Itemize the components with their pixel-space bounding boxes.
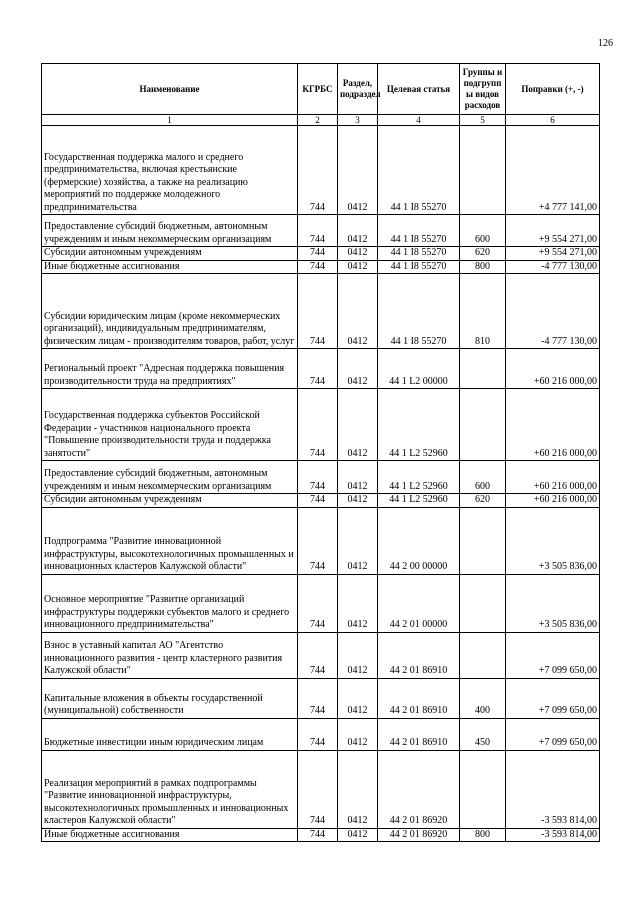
row-name: Предоставление субсидий бюджетным, автономным учреждениям и иным некоммерческим организациям bbox=[42, 215, 298, 247]
row-amount: +9 554 271,00 bbox=[506, 247, 600, 261]
table-row bbox=[42, 215, 600, 247]
row-target: 44 1 I8 55270 bbox=[378, 260, 460, 274]
row-name: Подпрограмма "Развитие инновационной инфраструктуры, высокотехнологичных промышленных и инновационных кластеров Калужской области" bbox=[42, 507, 298, 574]
row-group bbox=[460, 389, 506, 461]
row-name: Бюджетные инвестиции иным юридическим лицам bbox=[42, 718, 298, 750]
row-target: 44 2 01 86910 bbox=[378, 718, 460, 750]
row-name: Иные бюджетные ассигнования bbox=[42, 828, 298, 842]
table-row bbox=[42, 260, 600, 274]
row-amount: +3 505 836,00 bbox=[506, 574, 600, 632]
table-row bbox=[42, 126, 600, 215]
row-target: 44 2 00 00000 bbox=[378, 507, 460, 574]
row-section: 0412 bbox=[338, 494, 378, 508]
row-group bbox=[460, 574, 506, 632]
row-target: 44 2 01 86920 bbox=[378, 750, 460, 828]
row-name: Субсидии юридическим лицам (кроме некоммерческих организаций), индивидуальным предпринимателям, физическим лицам - производителям товаров, работ, услуг bbox=[42, 274, 298, 349]
row-group: 600 bbox=[460, 461, 506, 494]
row-amount: -3 593 814,00 bbox=[506, 828, 600, 842]
row-kgrbs: 744 bbox=[298, 632, 338, 678]
row-kgrbs: 744 bbox=[298, 461, 338, 494]
row-kgrbs: 744 bbox=[298, 215, 338, 247]
row-kgrbs: 744 bbox=[298, 247, 338, 261]
row-target: 44 1 I8 55270 bbox=[378, 274, 460, 349]
row-section: 0412 bbox=[338, 274, 378, 349]
row-target: 44 1 I8 55270 bbox=[378, 247, 460, 261]
row-group bbox=[460, 126, 506, 215]
row-group: 400 bbox=[460, 678, 506, 718]
row-group: 620 bbox=[460, 247, 506, 261]
row-group: 600 bbox=[460, 215, 506, 247]
row-section: 0412 bbox=[338, 750, 378, 828]
row-group: 800 bbox=[460, 260, 506, 274]
row-kgrbs: 744 bbox=[298, 718, 338, 750]
page-number: 126 bbox=[598, 38, 613, 49]
row-group: 620 bbox=[460, 494, 506, 508]
row-target: 44 1 L2 52960 bbox=[378, 389, 460, 461]
row-amount: +7 099 650,00 bbox=[506, 718, 600, 750]
row-target: 44 2 01 86910 bbox=[378, 632, 460, 678]
header-name: Наименование bbox=[42, 64, 298, 115]
row-section: 0412 bbox=[338, 574, 378, 632]
row-section: 0412 bbox=[338, 678, 378, 718]
table-row bbox=[42, 274, 600, 349]
row-name: Взнос в уставный капитал АО "Агентство инновационного развития - центр кластерного развития Калужской области" bbox=[42, 632, 298, 678]
row-target: 44 1 I8 55270 bbox=[378, 215, 460, 247]
row-group: 800 bbox=[460, 828, 506, 842]
table-row bbox=[42, 461, 600, 494]
row-name: Субсидии автономным учреждениям bbox=[42, 494, 298, 508]
column-number: 6 bbox=[506, 115, 600, 126]
table-row bbox=[42, 678, 600, 718]
row-section: 0412 bbox=[338, 632, 378, 678]
table-row bbox=[42, 574, 600, 632]
row-group bbox=[460, 632, 506, 678]
row-target: 44 1 L2 52960 bbox=[378, 494, 460, 508]
row-group: 450 bbox=[460, 718, 506, 750]
row-amount: -3 593 814,00 bbox=[506, 750, 600, 828]
row-target: 44 1 I8 55270 bbox=[378, 126, 460, 215]
row-group bbox=[460, 750, 506, 828]
row-section: 0412 bbox=[338, 461, 378, 494]
table-row bbox=[42, 632, 600, 678]
table-row bbox=[42, 494, 600, 508]
row-amount: +60 216 000,00 bbox=[506, 461, 600, 494]
row-kgrbs: 744 bbox=[298, 260, 338, 274]
row-section: 0412 bbox=[338, 828, 378, 842]
row-target: 44 2 01 00000 bbox=[378, 574, 460, 632]
column-number: 3 bbox=[338, 115, 378, 126]
row-name: Основное мероприятие "Развитие организаций инфраструктуры поддержки субъектов малого и среднего инновационного предпринимательства" bbox=[42, 574, 298, 632]
row-section: 0412 bbox=[338, 718, 378, 750]
row-kgrbs: 744 bbox=[298, 389, 338, 461]
row-section: 0412 bbox=[338, 507, 378, 574]
row-section: 0412 bbox=[338, 349, 378, 389]
row-kgrbs: 744 bbox=[298, 828, 338, 842]
table-row bbox=[42, 389, 600, 461]
table-row bbox=[42, 750, 600, 828]
row-kgrbs: 744 bbox=[298, 574, 338, 632]
row-section: 0412 bbox=[338, 389, 378, 461]
row-section: 0412 bbox=[338, 126, 378, 215]
header-kgrbs: КГРБС bbox=[298, 64, 338, 115]
row-kgrbs: 744 bbox=[298, 494, 338, 508]
table-row bbox=[42, 718, 600, 750]
row-kgrbs: 744 bbox=[298, 274, 338, 349]
row-name: Государственная поддержка малого и среднего предпринимательства, включая крестьянские (фермерские) хозяйства, а также на реализацию мероприятий по поддержке молодежного предпринимательства bbox=[42, 126, 298, 215]
row-section: 0412 bbox=[338, 260, 378, 274]
row-group bbox=[460, 349, 506, 389]
row-amount: +60 216 000,00 bbox=[506, 349, 600, 389]
row-amount: +4 777 141,00 bbox=[506, 126, 600, 215]
row-section: 0412 bbox=[338, 247, 378, 261]
header-target: Целевая статья bbox=[378, 64, 460, 115]
header-section: Раздел, подраздел bbox=[338, 64, 378, 115]
header-amendments: Поправки (+, -) bbox=[506, 64, 600, 115]
row-amount: +7 099 650,00 bbox=[506, 678, 600, 718]
row-target: 44 1 L2 00000 bbox=[378, 349, 460, 389]
row-kgrbs: 744 bbox=[298, 750, 338, 828]
column-number-row bbox=[42, 115, 600, 126]
row-name: Региональный проект "Адресная поддержка повышения производительности труда на предприятиях" bbox=[42, 349, 298, 389]
row-kgrbs: 744 bbox=[298, 507, 338, 574]
header-groups: Группы и подгрупп ы видов расходов bbox=[460, 64, 506, 115]
row-name: Предоставление субсидий бюджетным, автономным учреждениям и иным некоммерческим организациям bbox=[42, 461, 298, 494]
row-amount: +3 505 836,00 bbox=[506, 507, 600, 574]
table-row bbox=[42, 507, 600, 574]
row-amount: +9 554 271,00 bbox=[506, 215, 600, 247]
budget-table bbox=[41, 63, 600, 842]
row-name: Государственная поддержка субъектов Российской Федерации - участников национального проекта "Повышение производительности труда и поддержка занятости" bbox=[42, 389, 298, 461]
column-number: 4 bbox=[378, 115, 460, 126]
row-group bbox=[460, 507, 506, 574]
row-amount: -4 777 130,00 bbox=[506, 260, 600, 274]
row-amount: +7 099 650,00 bbox=[506, 632, 600, 678]
row-group: 810 bbox=[460, 274, 506, 349]
table-row bbox=[42, 828, 600, 842]
column-number: 1 bbox=[42, 115, 298, 126]
row-target: 44 1 L2 52960 bbox=[378, 461, 460, 494]
row-name: Субсидии автономным учреждениям bbox=[42, 247, 298, 261]
row-name: Иные бюджетные ассигнования bbox=[42, 260, 298, 274]
row-amount: +60 216 000,00 bbox=[506, 494, 600, 508]
row-kgrbs: 744 bbox=[298, 126, 338, 215]
row-name: Реализация мероприятий в рамках подпрограммы "Развитие инновационной инфраструктуры, высокотехнологичных промышленных и инновационных кластеров Калужской области" bbox=[42, 750, 298, 828]
row-target: 44 2 01 86920 bbox=[378, 828, 460, 842]
row-target: 44 2 01 86910 bbox=[378, 678, 460, 718]
row-section: 0412 bbox=[338, 215, 378, 247]
table-row bbox=[42, 349, 600, 389]
table-row bbox=[42, 247, 600, 261]
row-amount: -4 777 130,00 bbox=[506, 274, 600, 349]
column-number: 2 bbox=[298, 115, 338, 126]
header-row bbox=[42, 64, 600, 115]
column-number: 5 bbox=[460, 115, 506, 126]
row-amount: +60 216 000,00 bbox=[506, 389, 600, 461]
row-name: Капитальные вложения в объекты государственной (муниципальной) собственности bbox=[42, 678, 298, 718]
row-kgrbs: 744 bbox=[298, 678, 338, 718]
row-kgrbs: 744 bbox=[298, 349, 338, 389]
